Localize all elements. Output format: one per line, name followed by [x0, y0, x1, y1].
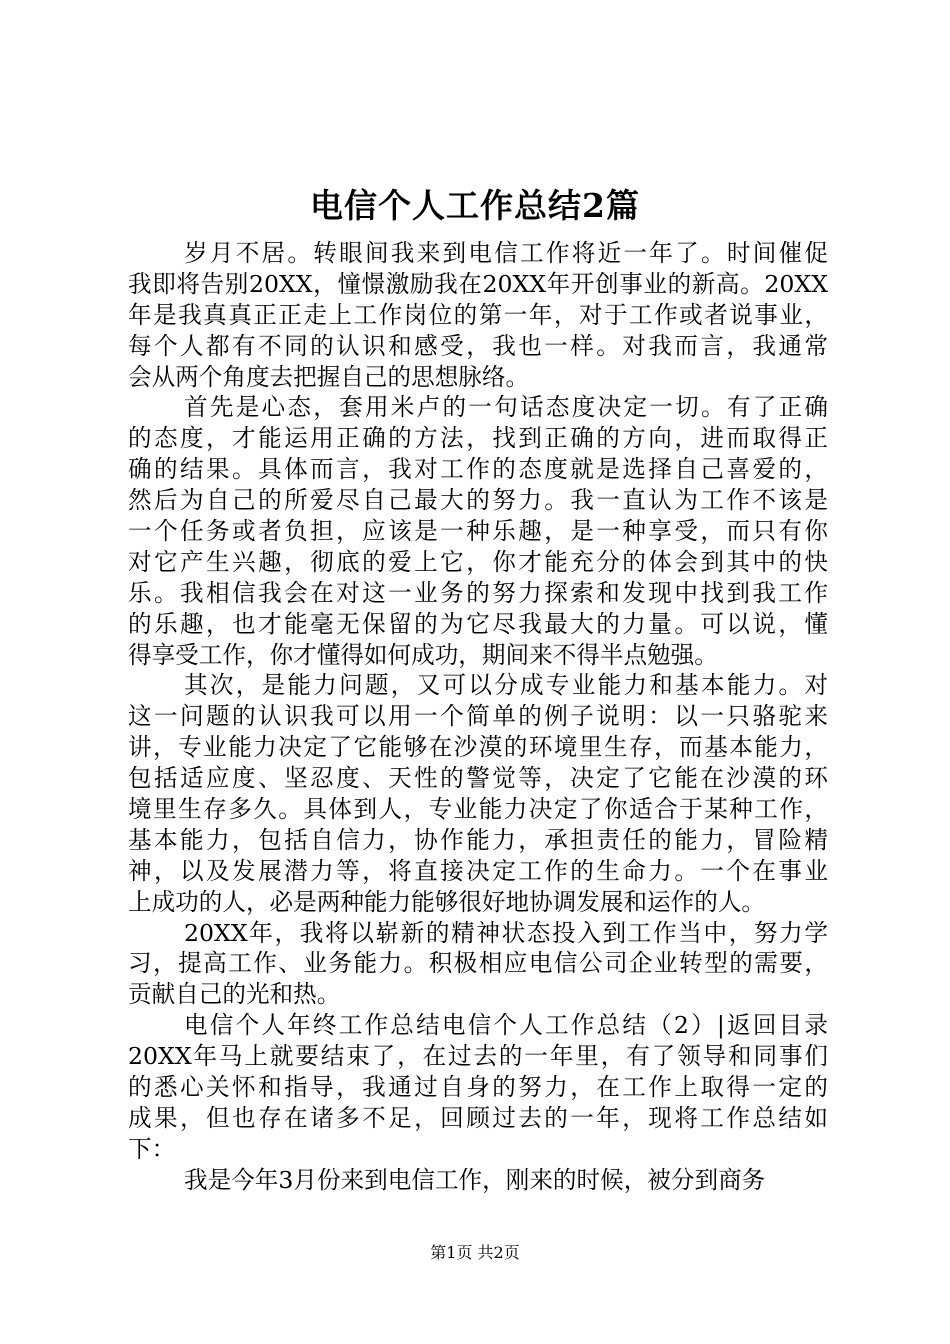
document-title: 电信个人工作总结2篇 — [310, 186, 640, 225]
body-text-line: 我是今年3月份来到电信工作，刚来的时候，被分到商务 — [184, 1165, 766, 1194]
body-text-line: 基本能力，包括自信力，协作能力，承担责任的能力，冒险精 — [128, 825, 828, 854]
body-text-line: 的悉心关怀和指导，我通过自身的努力，在工作上取得一定的 — [128, 1073, 828, 1102]
body-text-line: 神，以及发展潜力等，将直接决定工作的生命力。一个在事业 — [128, 856, 828, 885]
body-text-line: 一个任务或者负担，应该是一种乐趣，是一种享受，而只有你 — [128, 517, 828, 546]
page-number-footer: 第1页 共2页 — [430, 1243, 520, 1262]
body-text-line: 然后为自己的所爱尽自己最大的努力。我一直认为工作不该是 — [128, 486, 828, 515]
body-text-line: 确的结果。具体而言，我对工作的态度就是选择自己喜爱的， — [128, 455, 828, 484]
body-text-line: 年是我真真正正走上工作岗位的第一年，对于工作或者说事业， — [128, 300, 828, 329]
body-text-line: 成果，但也存在诸多不足，回顾过去的一年，现将工作总结如 — [128, 1103, 828, 1132]
body-text-line: 每个人都有不同的认识和感受，我也一样。对我而言，我通常 — [128, 331, 828, 360]
document-body — [128, 238, 828, 1196]
body-text-line: 我即将告别20XX，憧憬激励我在20XX年开创事业的新高。20XX — [128, 269, 828, 298]
body-text-line: 这一问题的认识我可以用一个简单的例子说明：以一只骆驼来 — [128, 702, 828, 731]
body-text-line: 对它产生兴趣，彻底的爱上它，你才能充分的体会到其中的快 — [128, 547, 828, 576]
body-text-line: 讲，专业能力决定了它能够在沙漠的环境里生存，而基本能力， — [128, 733, 828, 762]
body-text-line: 岁月不居。转眼间我来到电信工作将近一年了。时间催促 — [184, 239, 828, 267]
body-text-line: 包括适应度、坚忍度、天性的警觉等，决定了它能在沙漠的环 — [128, 764, 828, 793]
body-text-line: 20XX年马上就要结束了，在过去的一年里，有了领导和同事们 — [128, 1042, 828, 1071]
body-text-line: 得享受工作，你才懂得如何成功，期间来不得半点勉强。 — [128, 640, 718, 669]
body-text-line: 下： — [128, 1134, 176, 1163]
body-text-line: 贡献自己的光和热。 — [128, 980, 341, 1009]
body-text-line: 会从两个角度去把握自己的思想脉络。 — [128, 362, 530, 391]
body-text-line: 习，提高工作、业务能力。积极相应电信公司企业转型的需要， — [128, 949, 828, 978]
body-text-line: 的乐趣，也才能毫无保留的为它尽我最大的力量。可以说，懂 — [128, 609, 828, 638]
body-text-line: 上成功的人，必是两种能力能够很好地协调发展和运作的人。 — [128, 887, 766, 916]
body-text-line: 乐。我相信我会在对这一业务的努力探索和发现中找到我工作 — [128, 578, 828, 607]
body-text-line: 首先是心态，套用米卢的一句话态度决定一切。有了正确 — [184, 393, 828, 422]
body-text-line: 的态度，才能运用正确的方法，找到正确的方向，进而取得正 — [128, 424, 828, 453]
body-text-line: 境里生存多久。具体到人，专业能力决定了你适合于某种工作， — [128, 795, 828, 824]
body-text-line: 电信个人年终工作总结电信个人工作总结（2）|返回目录 — [184, 1011, 828, 1040]
body-text-line: 其次，是能力问题，又可以分成专业能力和基本能力。对 — [184, 671, 828, 700]
body-text-line: 20XX年，我将以崭新的精神状态投入到工作当中，努力学 — [184, 918, 828, 947]
